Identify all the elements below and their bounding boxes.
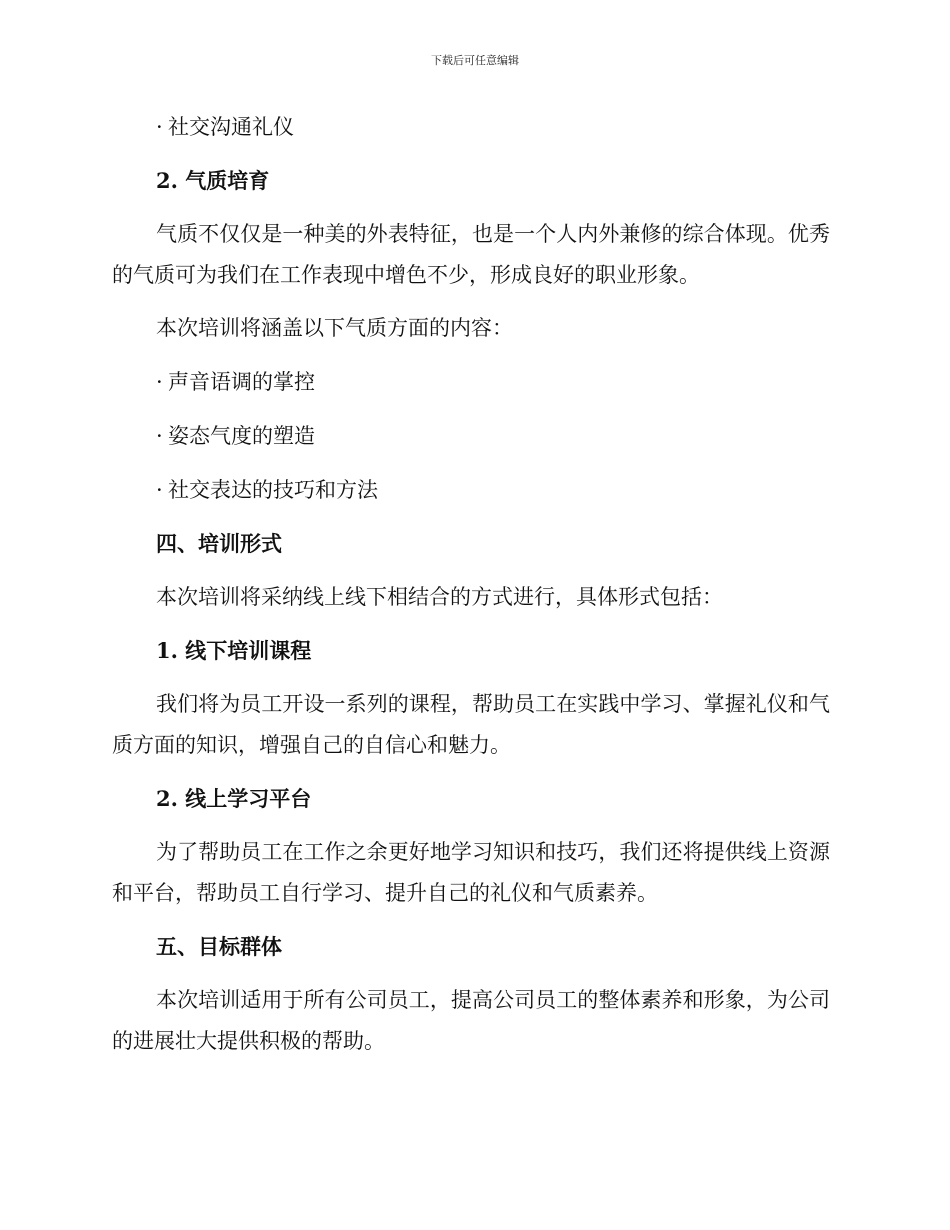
bullet-item: [112, 473, 830, 507]
section-heading: 1. 线下培训课程: [156, 638, 312, 663]
paragraph: 为了帮助员工在工作之余更好地学习知识和技巧，我们还将提供线上资源和平台，帮助员工自行学习、提升自己的礼仪和气质素养。: [112, 840, 830, 905]
bullet-item: [112, 110, 830, 144]
bullet-dot: ·: [156, 424, 163, 448]
section-heading: 五、目标群体: [156, 934, 282, 959]
section-heading: 2. 线上学习平台: [156, 786, 312, 811]
bullet-text: 声音语调的掌控: [168, 370, 315, 394]
bullet-dot: ·: [156, 115, 163, 139]
document-body: [112, 110, 830, 1078]
paragraph: 本次培训将采纳线上线下相结合的方式进行，具体形式包括：: [156, 585, 723, 609]
bullet-text: 社交表达的技巧和方法: [168, 478, 378, 502]
bullet-item: [112, 365, 830, 399]
page-header: 下载后可任意编辑: [431, 54, 519, 67]
bullet-dot: ·: [156, 370, 163, 394]
bullet-text: 姿态气度的塑造: [168, 424, 315, 448]
paragraph: 本次培训将涵盖以下气质方面的内容：: [156, 316, 513, 340]
paragraph: 本次培训适用于所有公司员工，提高公司员工的整体素养和形象，为公司的进展壮大提供积极的帮助。: [112, 988, 830, 1053]
paragraph: 我们将为员工开设一系列的课程，帮助员工在实践中学习、掌握礼仪和气质方面的知识，增强自己的自信心和魅力。: [112, 692, 830, 757]
bullet-text: 社交沟通礼仪: [168, 115, 294, 139]
bullet-dot: ·: [156, 478, 163, 502]
section-heading: 2. 气质培育: [156, 168, 270, 193]
paragraph: 气质不仅仅是一种美的外表特征，也是一个人内外兼修的综合体现。优秀的气质可为我们在工作表现中增色不少，形成良好的职业形象。: [112, 222, 830, 287]
bullet-item: [112, 419, 830, 453]
section-heading: 四、培训形式: [156, 531, 282, 556]
